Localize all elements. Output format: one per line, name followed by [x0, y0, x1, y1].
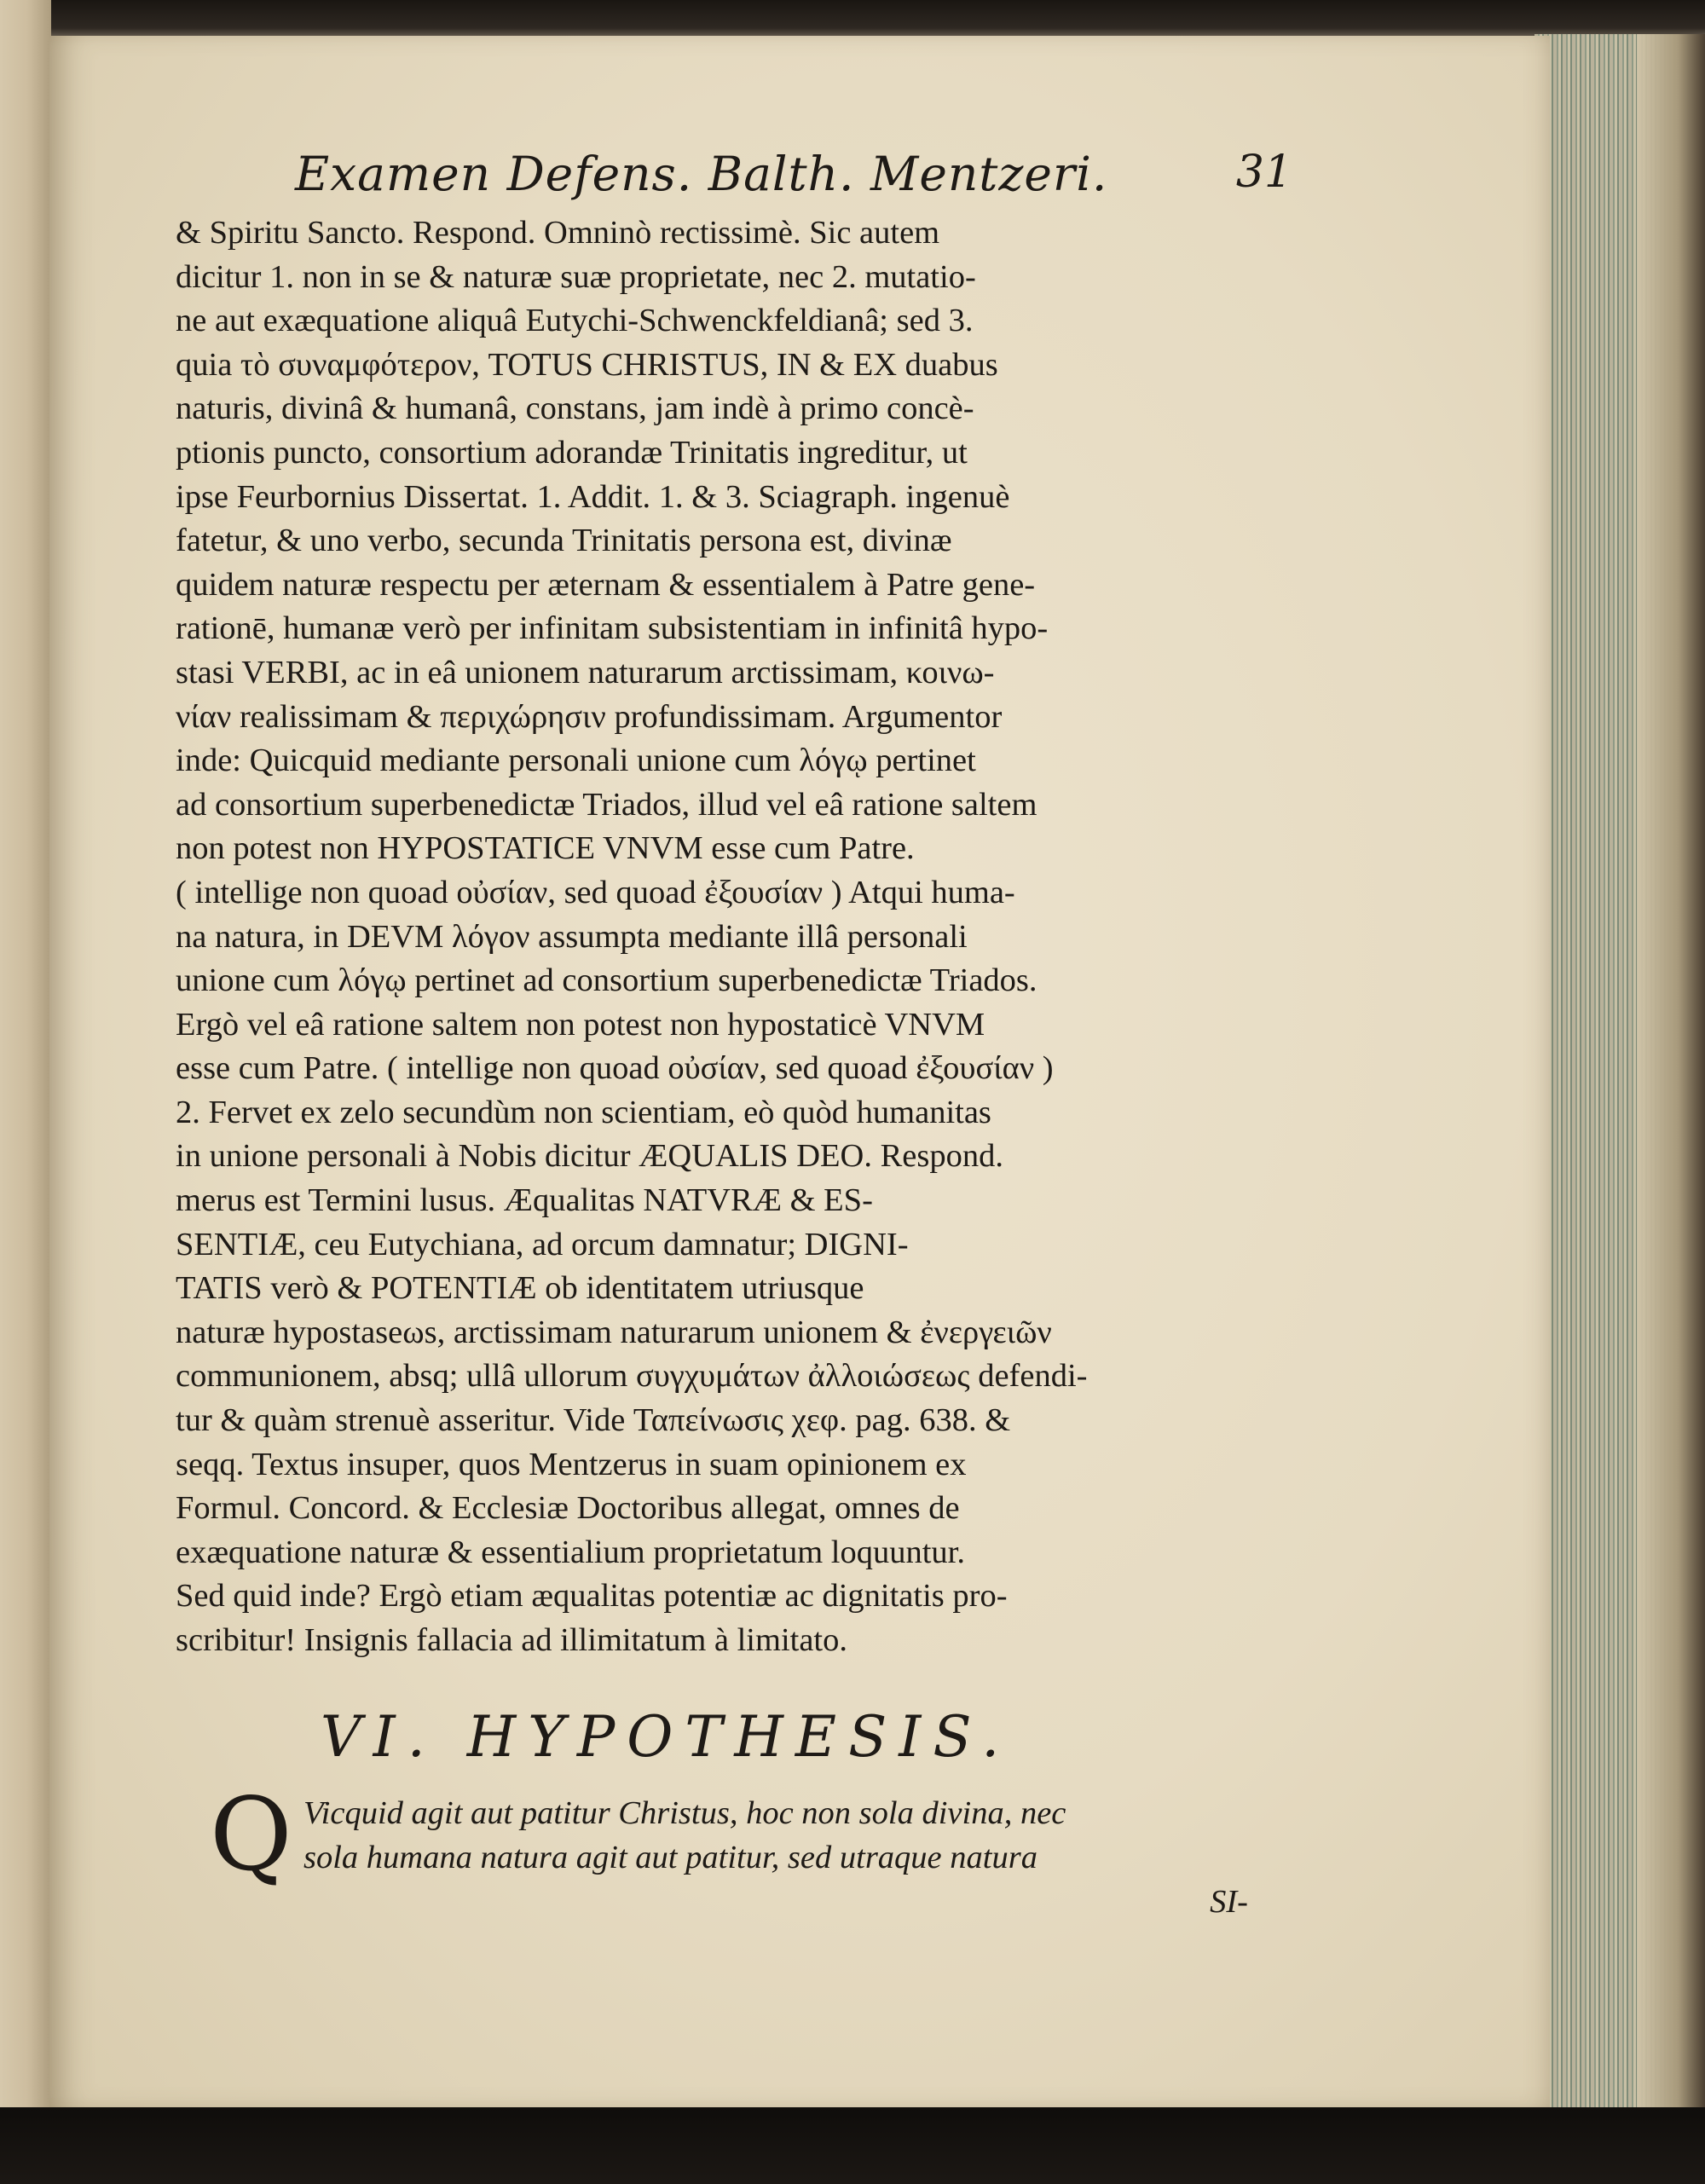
text-line: dicitur 1. non in se & naturæ suæ proprietate, nec 2. mutatio-: [176, 258, 976, 295]
text-line: exæquatione naturæ & essentialium proprietatum loquuntur.: [176, 1534, 965, 1570]
text-line: νίαν realissimam & περιχώρησιν profundissimam. Argumentor: [176, 698, 1003, 735]
text-line: naturis, divinâ & humanâ, constans, jam indè à primo concè-: [176, 390, 974, 427]
text-line: communionem, absq; ullâ ullorum συγχυμάτων ἀλλοιώσεως defendi-: [176, 1358, 1088, 1395]
text-line: rationē, humanæ verò per infinitam subsistentiam in infinitâ hypo-: [176, 610, 1049, 647]
text-line: Ergò vel eâ ratione saltem non potest non hypostaticè VNVM: [176, 1006, 985, 1043]
hypothesis-lines: [176, 1791, 1258, 1880]
text-line: ne aut exæquatione aliquâ Eutychi-Schwenckfeldianâ; sed 3.: [176, 303, 974, 339]
text-line: 2. Fervet ex zelo secundùm non scientiam, eò quòd humanitas: [176, 1094, 991, 1130]
running-title: Examen Defens. Balth. Mentzeri.: [295, 147, 1108, 201]
hypothesis-line: sola humana natura agit aut patitur, sed utraque natura: [303, 1839, 1037, 1875]
text-line: esse cum Patre. ( intellige non quoad οὐσίαν, sed quoad ἐξουσίαν ): [176, 1050, 1054, 1087]
text-line: unione cum λόγῳ pertinet ad consortium superbenedictæ Triados.: [176, 962, 1037, 999]
section-heading: VI. HYPOTHESIS.: [321, 1703, 1012, 1770]
catchword: SI-: [1210, 1883, 1248, 1920]
text-line: ptionis puncto, consortium adorandæ Trinitatis ingreditur, ut: [176, 434, 968, 471]
body-paragraph: [176, 211, 1258, 1663]
page-edges: [1534, 34, 1705, 2148]
text-line: quia τὸ συναμφότερον, TOTUS CHRISTUS, IN & EX duabus: [176, 346, 998, 383]
book-page: [49, 36, 1550, 2107]
text-line: & Spiritu Sancto. Respond. Omninò rectissimè. Sic autem: [176, 215, 940, 251]
text-line: fatetur, & uno verbo, secunda Trinitatis persona est, divinæ: [176, 523, 952, 559]
text-line: non potest non HYPOSTATICE VNVM esse cum Patre.: [176, 830, 915, 867]
bottom-board: [0, 2107, 1705, 2184]
text-line: Sed quid inde? Ergò etiam æqualitas potentiæ ac dignitatis pro-: [176, 1578, 1008, 1615]
text-line: TATIS verò & POTENTIÆ ob identitatem utriusque: [176, 1270, 864, 1307]
hypothesis-paragraph: [176, 1775, 1258, 1924]
text-line: stasi VERBI, ac in eâ unionem naturarum arctissimam, κοινω-: [176, 654, 995, 690]
text-line: ( intellige non quoad οὐσίαν, sed quoad ἐξουσίαν ) Atqui huma-: [176, 874, 1015, 910]
text-line: in unione personali à Nobis dicitur ÆQUALIS DEO. Respond.: [176, 1138, 1003, 1175]
text-line: naturæ hypostaseωs, arctissimam naturarum unionem & ἐνεργειῶν: [176, 1314, 1052, 1350]
text-line: inde: Quicquid mediante personali unione cum λόγῳ pertinet: [176, 742, 976, 779]
text-line: seqq. Textus insuper, quos Mentzerus in suam opinionem ex: [176, 1446, 967, 1482]
page-text-block: [176, 147, 1292, 1924]
text-line: tur & quàm strenuè asseritur. Vide Ταπείνωσις χεφ. pag. 638. &: [176, 1402, 1011, 1439]
text-line: ipse Feurbornius Dissertat. 1. Addit. 1. & 3. Sciagraph. ingenuè: [176, 478, 1010, 515]
text-line: Formul. Concord. & Ecclesiæ Doctoribus allegat, omnes de: [176, 1490, 960, 1527]
page-header: [176, 147, 1292, 211]
text-line: quidem naturæ respectu per æternam & essentialem à Patre gene-: [176, 566, 1036, 603]
text-line: SENTIÆ, ceu Eutychiana, ad orcum damnatur; DIGNI-: [176, 1226, 909, 1262]
hypothesis-line: Vicquid agit aut patitur Christus, hoc non sola divina, nec: [303, 1794, 1066, 1831]
text-line: na natura, in DEVM λόγον assumpta mediante illâ personali: [176, 918, 968, 955]
page-number: 31: [1235, 147, 1292, 198]
text-line: scribitur! Insignis fallacia ad illimitatum à limitato.: [176, 1622, 847, 1658]
drop-cap: Q: [210, 1775, 292, 1893]
text-line: merus est Termini lusus. Æqualitas NATVRÆ & ES-: [176, 1182, 873, 1219]
text-line: ad consortium superbenedictæ Triados, illud vel eâ ratione saltem: [176, 786, 1037, 823]
